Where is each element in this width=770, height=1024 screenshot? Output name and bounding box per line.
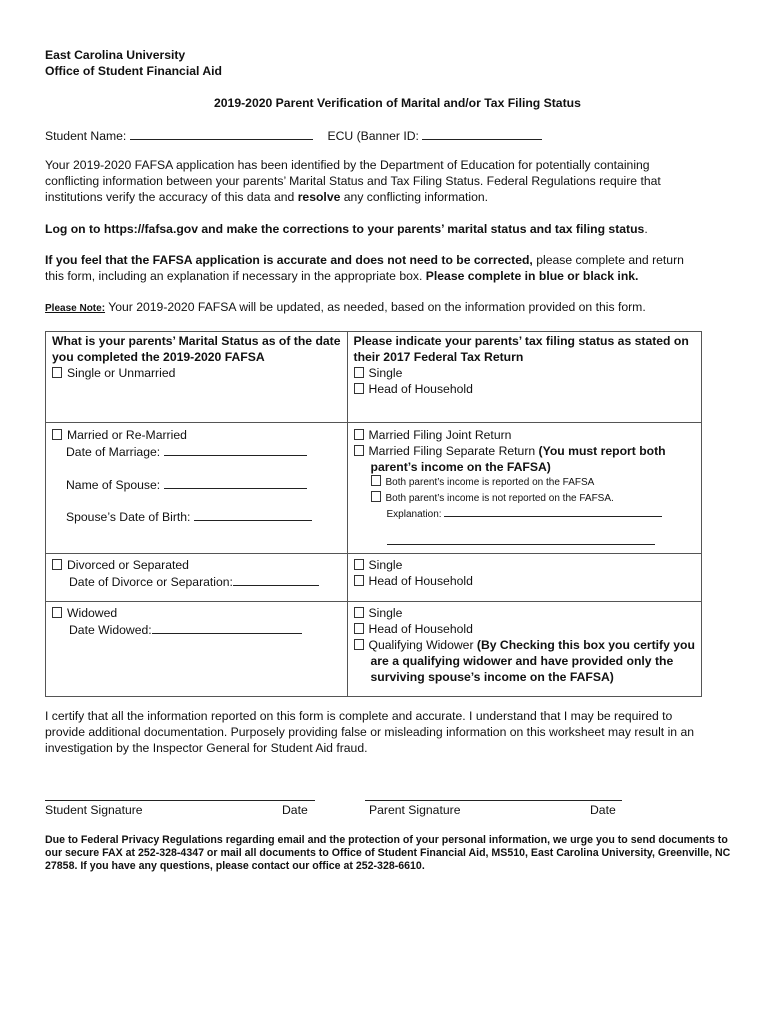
option-tax-hoh-widowed[interactable] xyxy=(354,621,695,637)
option-tax-single[interactable] xyxy=(354,365,695,381)
privacy-footer: Due to Federal Privacy Regulations regarding email and the protection of your personal information, we urge you to send documents to our secure FAX at 252-328-4347 or mail all documents to Office of Student Financial Aid, MS510, East Carolina University, Greenville, NC 27858. If you have any questions, please contact our office at 252-328-6610. xyxy=(45,834,731,872)
parent-signature-label: Parent Signature xyxy=(369,803,461,817)
option-label: Single xyxy=(368,558,403,572)
option-note-cont: surviving spouse’s income on the FAFSA) xyxy=(370,670,614,684)
fafsa-instruction-text: Log on to https://fafsa.gov and make the corrections to your parents’ marital status and tax filing status xyxy=(45,222,645,236)
option-tax-single-widowed[interactable] xyxy=(354,605,695,621)
explanation-field-2[interactable] xyxy=(387,538,655,545)
checkbox[interactable] xyxy=(371,491,381,502)
checkbox[interactable] xyxy=(354,559,364,570)
tax-header-line1: Please indicate your parents’ tax filing status as stated on xyxy=(353,334,689,348)
table-row-single xyxy=(46,332,702,423)
intro-paragraph xyxy=(45,157,705,205)
checkbox[interactable] xyxy=(354,607,364,618)
option-filing-separate[interactable] xyxy=(354,443,695,459)
student-signature-label: Student Signature xyxy=(45,803,143,817)
marital-header-line1: What is your parents’ Marital Status as of the date xyxy=(52,334,341,348)
checkbox[interactable] xyxy=(52,429,62,440)
student-signature-line[interactable] xyxy=(45,800,315,801)
date-of-marriage-field[interactable] xyxy=(164,443,307,456)
checkbox[interactable] xyxy=(52,559,62,570)
option-widowed[interactable] xyxy=(52,605,341,621)
option-label: Married Filing Joint Return xyxy=(368,428,512,442)
table-row-divorced xyxy=(46,554,702,602)
spouse-dob-field[interactable] xyxy=(194,508,312,521)
fafsa-instruction-period: . xyxy=(644,222,648,236)
explanation-line2 xyxy=(354,533,695,549)
option-note: (You must report both xyxy=(538,444,666,458)
option-label: Head of Household xyxy=(368,574,473,588)
right-cell-divorced xyxy=(347,554,701,602)
form-title: 2019-2020 Parent Verification of Marital and/or Tax Filing Status xyxy=(214,96,581,110)
note-text: Your 2019-2020 FAFSA will be updated, as needed, based on the information provided on this form. xyxy=(105,300,646,314)
explanation-row xyxy=(354,507,695,523)
university-name: East Carolina University xyxy=(45,48,186,62)
option-label: Head of Household xyxy=(368,622,473,636)
ink-instruction: Please complete in blue or black ink. xyxy=(425,269,639,283)
student-name-label: Student Name: xyxy=(45,129,127,143)
spouse-dob-row xyxy=(52,508,341,525)
intro-text-end: any conflicting information. xyxy=(340,190,489,204)
tax-header-line2: their 2017 Federal Tax Return xyxy=(353,350,524,364)
left-cell-widowed xyxy=(46,602,348,697)
right-cell-widowed xyxy=(347,602,701,697)
option-divorced[interactable] xyxy=(52,557,341,573)
date-of-marriage-label: Date of Marriage: xyxy=(66,445,161,459)
student-name-field[interactable] xyxy=(130,127,313,140)
option-label: Married Filing Separate Return xyxy=(368,444,539,458)
option-label: Divorced or Separated xyxy=(67,558,189,572)
option-tax-single-divorced[interactable] xyxy=(354,557,695,573)
student-date-label: Date xyxy=(282,803,308,817)
checkbox[interactable] xyxy=(354,623,364,634)
status-table xyxy=(45,331,702,697)
explanation-field[interactable] xyxy=(444,507,662,517)
banner-id-label: ECU (Banner ID: xyxy=(327,129,419,143)
spouse-name-label: Name of Spouse: xyxy=(66,478,161,492)
checkbox[interactable] xyxy=(354,429,364,440)
option-label: Both parent’s income is not reported on the FAFSA. xyxy=(385,493,614,504)
intro-resolve: resolve xyxy=(297,190,341,204)
widowed-date-row xyxy=(52,621,341,638)
divorce-date-label: Date of Divorce or Separation: xyxy=(69,575,233,589)
table-row-widowed xyxy=(46,602,702,697)
spouse-name-row xyxy=(52,476,341,493)
checkbox[interactable] xyxy=(354,575,364,586)
banner-id-field[interactable] xyxy=(422,127,542,140)
checkbox[interactable] xyxy=(354,367,364,378)
option-label: Married or Re-Married xyxy=(67,428,187,442)
checkbox[interactable] xyxy=(371,475,381,486)
note-label: Please Note: xyxy=(45,303,106,314)
option-label: Single or Unmarried xyxy=(67,366,176,380)
fafsa-instruction xyxy=(45,221,705,237)
office-name: Office of Student Financial Aid xyxy=(45,64,222,78)
option-filing-joint[interactable] xyxy=(354,427,695,443)
checkbox[interactable] xyxy=(52,607,62,618)
checkbox[interactable] xyxy=(52,367,62,378)
student-name-row xyxy=(45,127,542,143)
sub-option-not-reported[interactable] xyxy=(354,491,695,507)
option-note: (By Checking this box you certify you xyxy=(476,638,695,652)
option-single-unmarried[interactable] xyxy=(52,365,341,381)
accuracy-text: please complete and return this form, including an explanation if necessary in the appropriate box. xyxy=(45,253,684,283)
date-of-marriage-row xyxy=(52,443,341,460)
right-cell-married xyxy=(347,423,701,554)
spouse-name-field[interactable] xyxy=(164,476,307,489)
checkbox[interactable] xyxy=(354,383,364,394)
option-label: Widowed xyxy=(67,606,118,620)
accuracy-bold: If you feel that the FAFSA application is accurate and does not need to be corrected, xyxy=(45,253,533,267)
checkbox[interactable] xyxy=(354,639,364,650)
option-note-cont: are a qualifying widower and have provided only the xyxy=(370,654,674,668)
widowed-date-field[interactable] xyxy=(152,621,302,634)
spouse-dob-label: Spouse’s Date of Birth: xyxy=(66,510,191,524)
option-label: Head of Household xyxy=(368,382,473,396)
table-row-married xyxy=(46,423,702,554)
marital-header-line2: you completed the 2019-2020 FAFSA xyxy=(52,350,265,364)
certification-statement: I certify that all the information reported on this form is complete and accurate. I understand that I may be required to provide additional documentation. Purposely providing false or misleading information on this worksheet may result in an investigation by the Inspector General for Student Aid fraud. xyxy=(45,709,694,755)
left-cell-single xyxy=(46,332,348,423)
parent-signature-line[interactable] xyxy=(365,800,622,801)
option-label: Both parent’s income is reported on the FAFSA xyxy=(385,477,595,488)
widowed-date-label: Date Widowed: xyxy=(69,623,152,637)
divorce-date-row xyxy=(52,573,341,590)
option-note-cont: parent’s income on the FAFSA) xyxy=(370,460,551,474)
left-cell-married xyxy=(46,423,348,554)
option-label: Single xyxy=(368,606,403,620)
option-label: Qualifying Widower xyxy=(368,638,477,652)
option-tax-hoh-divorced[interactable] xyxy=(354,573,695,589)
note-row xyxy=(45,300,646,314)
accuracy-paragraph xyxy=(45,252,705,284)
option-married[interactable] xyxy=(52,427,341,443)
divorce-date-field[interactable] xyxy=(233,573,319,586)
right-cell-single xyxy=(347,332,701,423)
option-tax-head-household[interactable] xyxy=(354,381,695,397)
intro-text: Your 2019-2020 FAFSA application has been identified by the Department of Education for potentially containing conflicting information between your parents’ Marital Status and Tax Filing Status. Federal Regulations require that institutions verify the accuracy of this data and xyxy=(45,158,661,204)
option-label: Single xyxy=(368,366,403,380)
parent-date-label: Date xyxy=(590,803,616,817)
explanation-label: Explanation: xyxy=(386,509,442,520)
left-cell-divorced xyxy=(46,554,348,602)
option-qualifying-widower[interactable] xyxy=(354,637,695,653)
sub-option-both-reported[interactable] xyxy=(354,475,695,491)
checkbox[interactable] xyxy=(354,445,364,456)
